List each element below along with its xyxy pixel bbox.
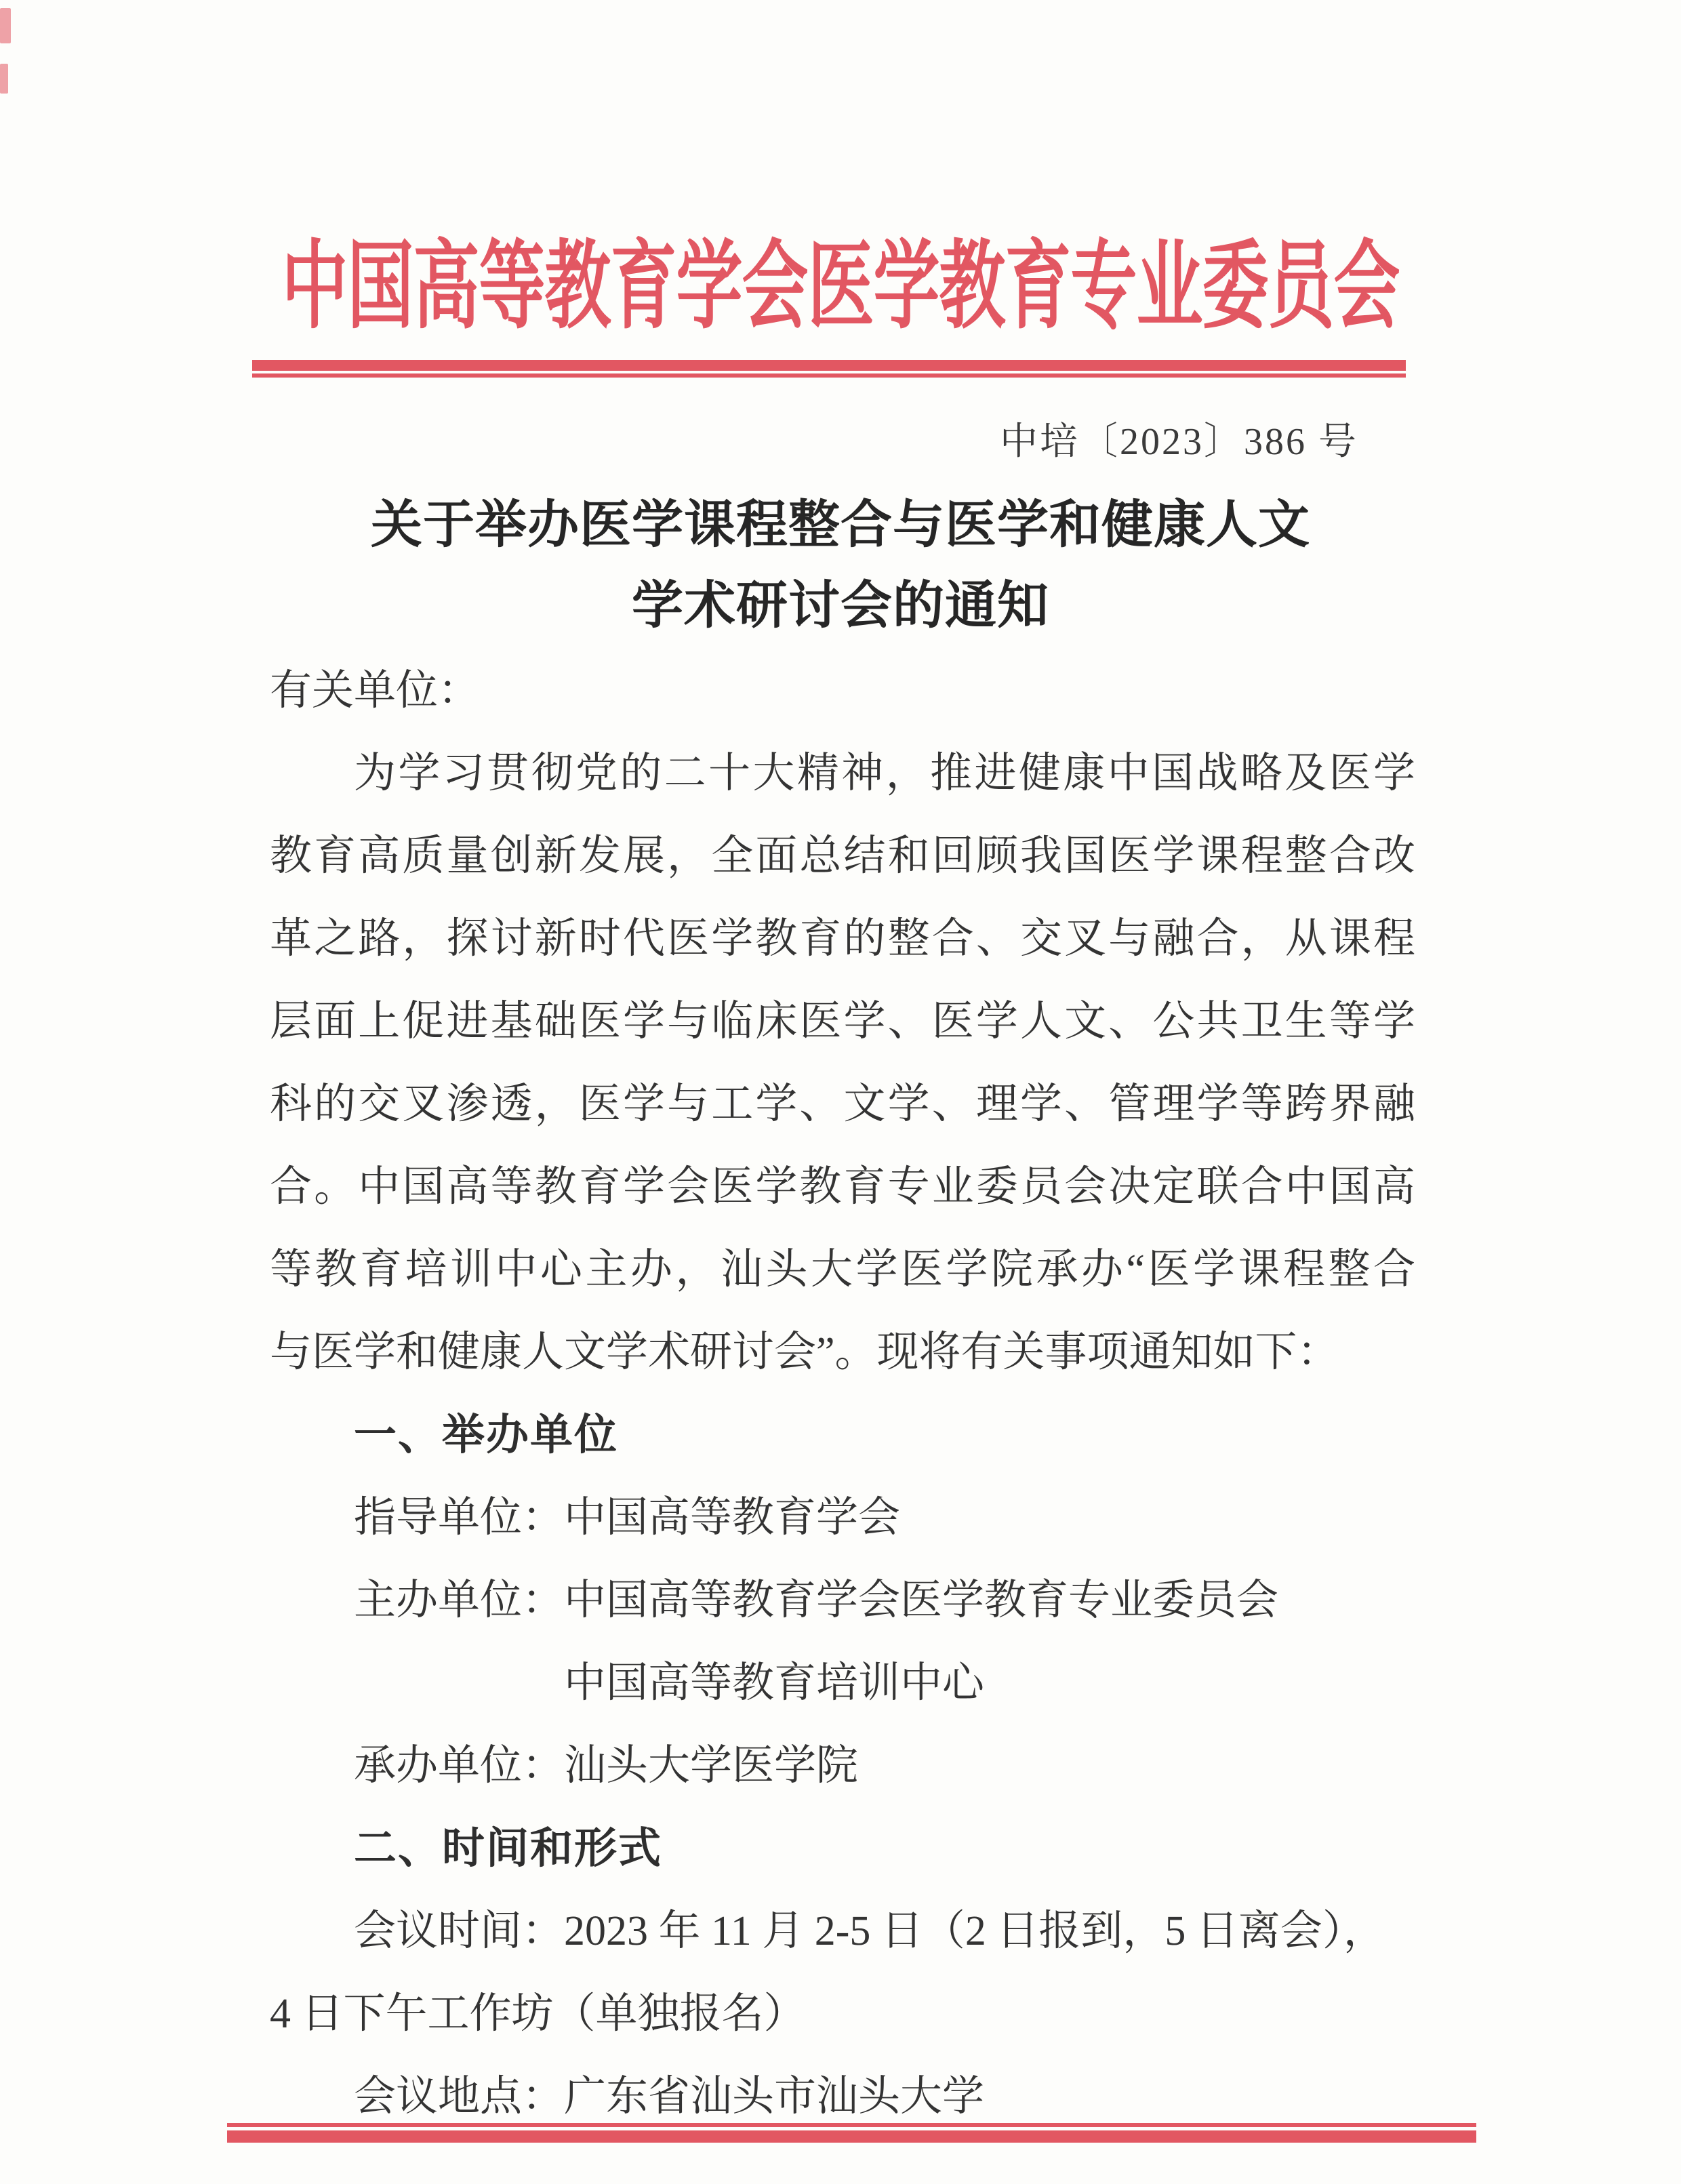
section-1-heading: 一、举办单位 [354,1411,618,1459]
intro-paragraph-line: 与医学和健康人文学术研讨会”。现将有关事项通知如下： [270,1329,1339,1375]
guidance-unit-line: 指导单位：中国高等教育学会 [354,1495,901,1541]
meeting-location-line: 会议地点：广东省汕头市汕头大学 [354,2074,985,2120]
document-title-line-2: 学术研讨会的通知 [632,578,1049,634]
section-2-heading: 二、时间和形式 [354,1825,662,1872]
document-title [0,485,1681,647]
intro-paragraph-line: 科的交叉渗透，医学与工学、文学、理学、管理学等跨界融 [270,1081,1415,1127]
footer-divider-thick-line [227,2130,1476,2143]
host-unit-continuation-line: 中国高等教育培训中心 [564,1660,985,1706]
letterhead-divider-thick-line [252,360,1406,371]
intro-paragraph-line: 合。中国高等教育学会医学教育专业委员会决定联合中国高 [270,1164,1415,1210]
letterhead-divider-thin-line [252,373,1406,378]
salutation: 有关单位： [270,668,481,714]
letterhead-org-name: 中国高等教育学会医学教育专业委员会 [281,235,1400,341]
organizer-unit-line: 承办单位：汕头大学医学院 [354,1743,859,1789]
host-unit-line: 主办单位：中国高等教育学会医学教育专业委员会 [354,1577,1279,1623]
meeting-time-continuation-line: 4 日下午工作坊（单独报名） [270,1991,806,2037]
scan-artifact-mark [0,64,8,94]
letterhead-divider [252,360,1406,378]
intro-paragraph-line: 教育高质量创新发展，全面总结和回顾我国医学课程整合改 [270,833,1415,879]
scan-artifact-mark [0,8,11,43]
document-body [270,649,1415,2138]
document-number: 中培〔2023〕386 号 [1000,421,1358,463]
intro-paragraph-line: 为学习贯彻党的二十大精神，推进健康中国战略及医学 [354,750,1415,796]
document-title-line-1: 关于举办医学课程整合与医学和健康人文 [371,497,1310,554]
intro-paragraph-line: 层面上促进基础医学与临床医学、医学人文、公共卫生等学 [270,998,1415,1045]
intro-paragraph-line: 等教育培训中心主办，汕头大学医学院承办“医学课程整合 [270,1247,1415,1293]
intro-paragraph-line: 革之路，探讨新时代医学教育的整合、交叉与融合，从课程 [270,916,1415,962]
footer-divider [227,2123,1476,2143]
meeting-time-line: 会议时间：2023 年 11 月 2-5 日（2 日报到，5 日离会）， [354,1908,1385,1954]
